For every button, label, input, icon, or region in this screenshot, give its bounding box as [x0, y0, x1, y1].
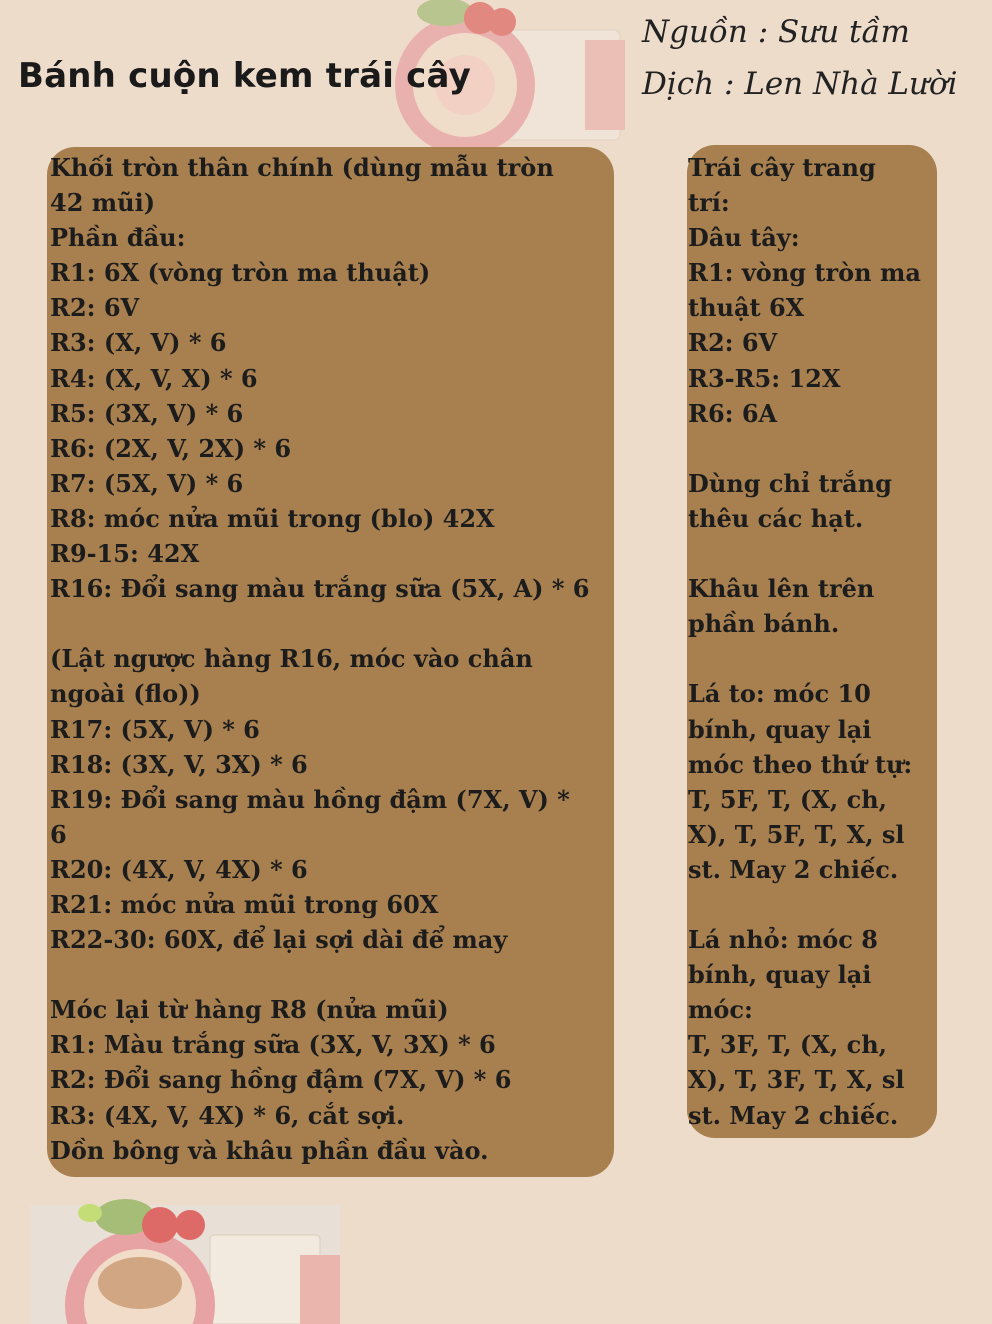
pattern-line: R7: (5X, V) * 6 — [50, 468, 244, 498]
pattern-line: R3: (4X, V, 4X) * 6, cắt sợi. — [50, 1100, 405, 1130]
pattern-line: R2: 6V — [688, 328, 778, 358]
pattern-line: X), T, 5F, T, X, sl — [688, 819, 905, 849]
pattern-line — [688, 536, 921, 571]
pattern-line: R3: (X, V) * 6 — [50, 328, 227, 358]
pattern-line — [688, 641, 921, 676]
pattern-line: R1: Màu trắng sữa (3X, V, 3X) * 6 — [50, 1030, 496, 1060]
pattern-line: Móc lại từ hàng R8 (nửa mũi) — [50, 995, 449, 1025]
pattern-line: Lá to: móc 10 — [688, 679, 871, 709]
fruit-decoration-text — [688, 150, 921, 1133]
pattern-line: R17: (5X, V) * 6 — [50, 714, 260, 744]
pattern-line: thuật 6X — [688, 293, 805, 323]
pattern-line: móc theo thứ tự: — [688, 749, 913, 779]
pattern-line: R5: (3X, V) * 6 — [50, 398, 244, 428]
pattern-line: R1: 6X (vòng tròn ma thuật) — [50, 258, 431, 288]
pattern-line: móc: — [688, 995, 753, 1025]
pattern-line: trí: — [688, 188, 730, 218]
pattern-line: Dùng chỉ trắng — [688, 468, 892, 498]
pattern-line: R20: (4X, V, 4X) * 6 — [50, 854, 308, 884]
pattern-line: R3-R5: 12X — [688, 363, 841, 393]
pattern-line: 42 mũi) — [50, 188, 156, 218]
pattern-line: R21: móc nửa mũi trong 60X — [50, 889, 439, 919]
translator-credit: Dịch : Len Nhà Lười — [642, 66, 958, 102]
pattern-line: R4: (X, V, X) * 6 — [50, 363, 258, 393]
pattern-line: Dồn bông và khâu phần đầu vào. — [50, 1135, 489, 1165]
pattern-line: R6: 6A — [688, 398, 778, 428]
pattern-line: st. May 2 chiếc. — [688, 854, 899, 884]
pattern-line: R1: vòng tròn ma — [688, 258, 921, 288]
page-title: Bánh cuộn kem trái cây — [18, 56, 471, 96]
pattern-line: Trái cây trang — [688, 153, 876, 182]
pattern-line: Khâu lên trên — [688, 574, 875, 604]
pattern-line: T, 5F, T, (X, ch, — [688, 784, 888, 814]
pattern-line: ngoài (flo)) — [50, 679, 201, 709]
pattern-line: R8: móc nửa mũi trong (blo) 42X — [50, 503, 495, 533]
pattern-line: st. May 2 chiếc. — [688, 1100, 899, 1130]
pattern-line: X), T, 3F, T, X, sl — [688, 1065, 905, 1095]
pattern-line: bính, quay lại — [688, 714, 872, 744]
source-credit: Nguồn : Sưu tầm — [642, 14, 910, 50]
pattern-line: Dâu tây: — [688, 223, 800, 253]
pattern-line: R18: (3X, V, 3X) * 6 — [50, 749, 308, 779]
pattern-line: Lá nhỏ: móc 8 — [688, 925, 878, 955]
pattern-line: phần bánh. — [688, 609, 840, 639]
pattern-line — [50, 606, 589, 641]
pattern-line: Phần đầu: — [50, 223, 186, 253]
pattern-line: R6: (2X, V, 2X) * 6 — [50, 433, 292, 463]
pattern-line: 6 — [50, 819, 67, 849]
pattern-line: (Lật ngược hàng R16, móc vào chân — [50, 644, 533, 674]
pattern-line: R2: 6V — [50, 293, 140, 323]
crochet-roll-photo-bottom — [30, 1195, 350, 1324]
pattern-line: R2: Đổi sang hồng đậm (7X, V) * 6 — [50, 1065, 512, 1095]
pattern-line: Khối tròn thân chính (dùng mẫu tròn — [50, 153, 554, 182]
pattern-line: R9-15: 42X — [50, 539, 200, 569]
pattern-line — [688, 887, 921, 922]
pattern-line: bính, quay lại — [688, 960, 872, 990]
pattern-line — [688, 431, 921, 466]
pattern-line — [50, 957, 589, 992]
pattern-line: R16: Đổi sang màu trắng sữa (5X, A) * 6 — [50, 574, 590, 604]
pattern-line: T, 3F, T, (X, ch, — [688, 1030, 888, 1060]
pattern-line: R19: Đổi sang màu hồng đậm (7X, V) * — [50, 784, 570, 814]
pattern-line: thêu các hạt. — [688, 503, 864, 533]
main-pattern-text — [50, 150, 589, 1168]
pattern-line: R22-30: 60X, để lại sợi dài để may — [50, 925, 508, 955]
